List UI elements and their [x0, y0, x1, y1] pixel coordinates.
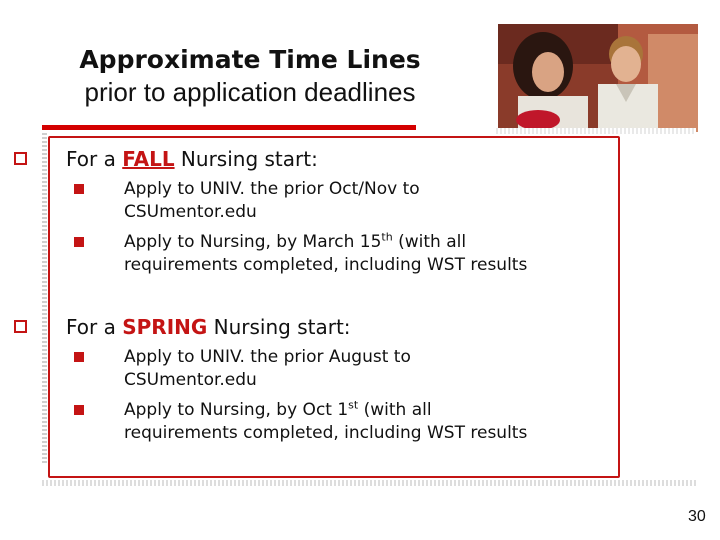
fall-item-2-line-1	[124, 231, 527, 254]
decorative-photo-strip	[496, 128, 696, 134]
decorative-bottom-dots	[42, 480, 698, 486]
fall-item-2	[124, 231, 527, 277]
section-fall-text	[66, 146, 318, 172]
spring-item-1-line-1: Apply to UNIV. the prior August to	[124, 347, 411, 367]
fall-item-2-text-pre: Apply to Nursing, by March 15	[124, 232, 382, 252]
spring-term: SPRING	[122, 315, 208, 339]
filled-square-bullet-icon	[74, 405, 84, 415]
spring-item-1	[124, 346, 411, 392]
students-photo-illustration	[498, 24, 698, 132]
spring-item-2-line-1	[124, 399, 527, 422]
fall-item-1-line-1: Apply to UNIV. the prior Oct/Nov to	[124, 179, 420, 199]
fall-term: FALL	[122, 147, 175, 171]
fall-item-2-line-2: requirements completed, including WST results	[124, 255, 528, 275]
spring-item-2-text-post: (with all	[358, 400, 432, 420]
title-line-2: prior to application deadlines	[84, 77, 416, 107]
filled-square-bullet-icon	[74, 184, 84, 194]
spring-item-1-line-2: CSUmentor.edu	[124, 370, 257, 390]
slide-title	[30, 44, 470, 108]
hollow-square-bullet-icon	[14, 320, 27, 333]
spring-item-2-superscript: st	[348, 398, 359, 412]
fall-item-2-text-post: (with all	[392, 232, 467, 252]
spring-item-2-text-pre: Apply to Nursing, by Oct 1	[124, 400, 349, 420]
section-spring-prefix: For a	[66, 315, 123, 339]
students-photo	[498, 24, 698, 132]
page-number: 30	[688, 508, 706, 525]
decorative-red-rule	[42, 125, 416, 130]
decorative-left-dots	[42, 133, 47, 463]
filled-square-bullet-icon	[74, 352, 84, 362]
spring-item-2-line-2: requirements completed, including WST results	[124, 423, 528, 443]
fall-item-2-superscript: th	[381, 230, 393, 244]
hollow-square-bullet-icon	[14, 152, 27, 165]
fall-item-1	[124, 178, 420, 224]
section-spring-suffix: Nursing start:	[207, 315, 351, 339]
spring-item-2	[124, 399, 527, 445]
section-spring-text	[66, 314, 351, 340]
filled-square-bullet-icon	[74, 237, 84, 247]
section-fall-suffix: Nursing start:	[174, 147, 318, 171]
fall-item-1-line-2: CSUmentor.edu	[124, 202, 257, 222]
section-fall-prefix: For a	[66, 147, 123, 171]
title-line-1: Approximate Time Lines	[79, 45, 421, 74]
